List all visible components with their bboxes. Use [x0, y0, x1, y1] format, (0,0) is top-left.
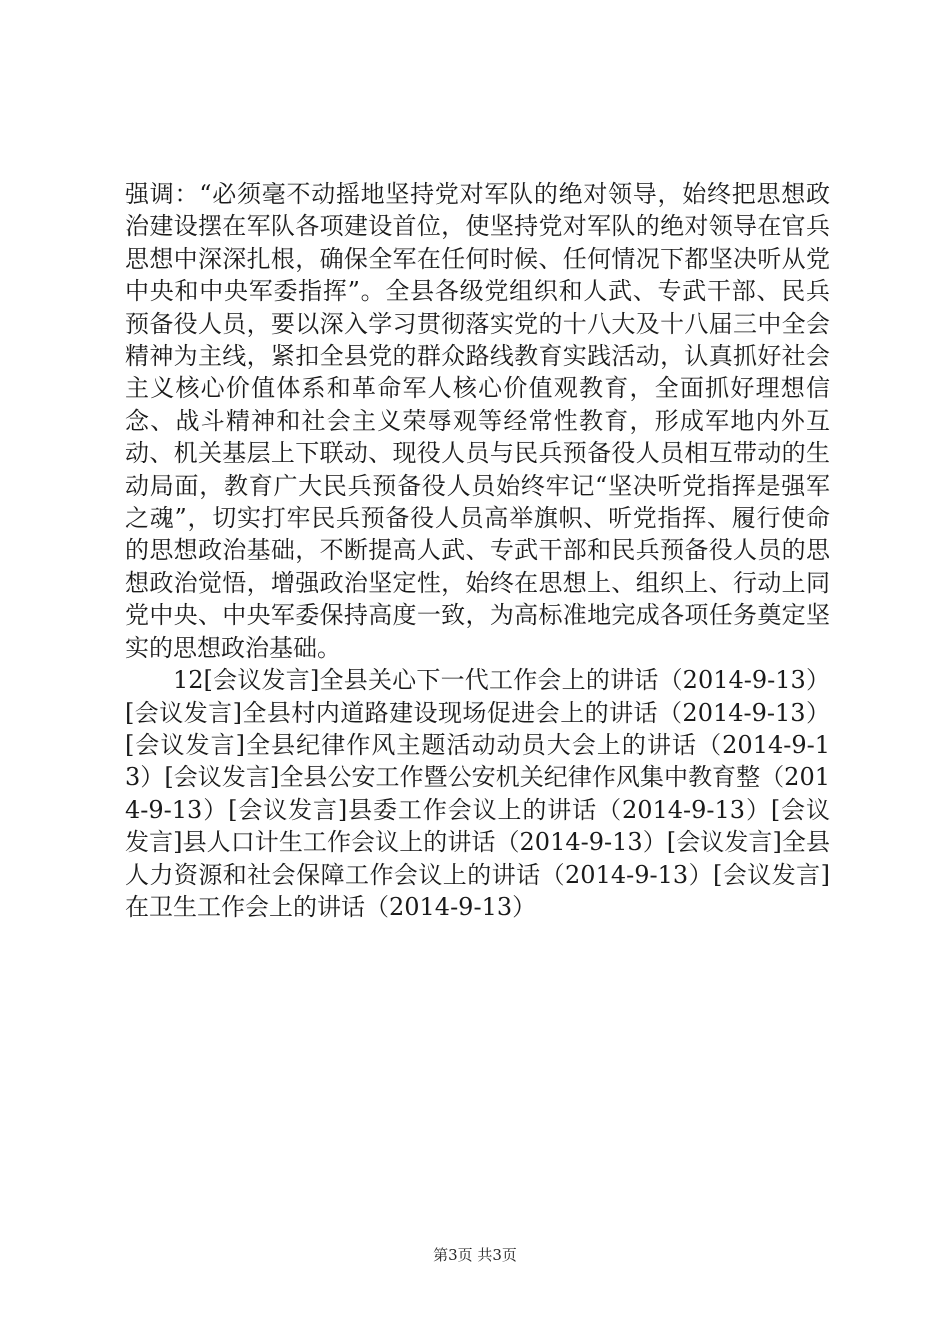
document-body	[125, 178, 830, 923]
page-number-footer: 第3页 共3页	[433, 1246, 517, 1264]
paragraph-political-education: 强调：“必须毫不动摇地坚持党对军队的绝对领导，始终把思想政治建设摆在军队各项建设首位，使坚持党对军队的绝对领导在官兵思想中深深扎根，确保全军在任何时候、任何情况下都坚决听从党中央和中央军委指挥”。全县各级党组织和人武、专武干部、民兵预备役人员，要以深入学习贯彻落实党的十八大及十八届三中全会精神为主线，紧扣全县党的群众路线教育实践活动，认真抓好社会主义核心价值体系和革命军人核心价值观教育，全面抓好理想信念、战斗精神和社会主义荣辱观等经常性教育，形成军地内外互动、机关基层上下联动、现役人员与民兵预备役人员相互带动的生动局面，教育广大民兵预备役人员始终牢记“坚决听党指挥是强军之魂”，切实打牢民兵预备役人员高举旗帜、听党指挥、履行使命的思想政治基础，不断提高人武、专武干部和民兵预备役人员的思想政治觉悟，增强政治坚定性，始终在思想上、组织上、行动上同党中央、中央军委保持高度一致，为高标准地完成各项任务奠定坚实的思想政治基础。	[125, 180, 830, 662]
paragraph-related-speeches: 12[会议发言]全县关心下一代工作会上的讲话（2014-9-13）[会议发言]全县村内道路建设现场促进会上的讲话（2014-9-13）[会议发言]全县纪律作风主题活动动员大会上的讲话（2014-9-13）[会议发言]全县公安工作暨公安机关纪律作风集中教育整（2014-9-13）[会议发言]县委工作会议上的讲话（2014-9-13）[会议发言]县人口计生工作会议上的讲话（2014-9-13）[会议发言]全县人力资源和社会保障工作会议上的讲话（2014-9-13）[会议发言]在卫生工作会上的讲话（2014-9-13）	[125, 666, 830, 921]
